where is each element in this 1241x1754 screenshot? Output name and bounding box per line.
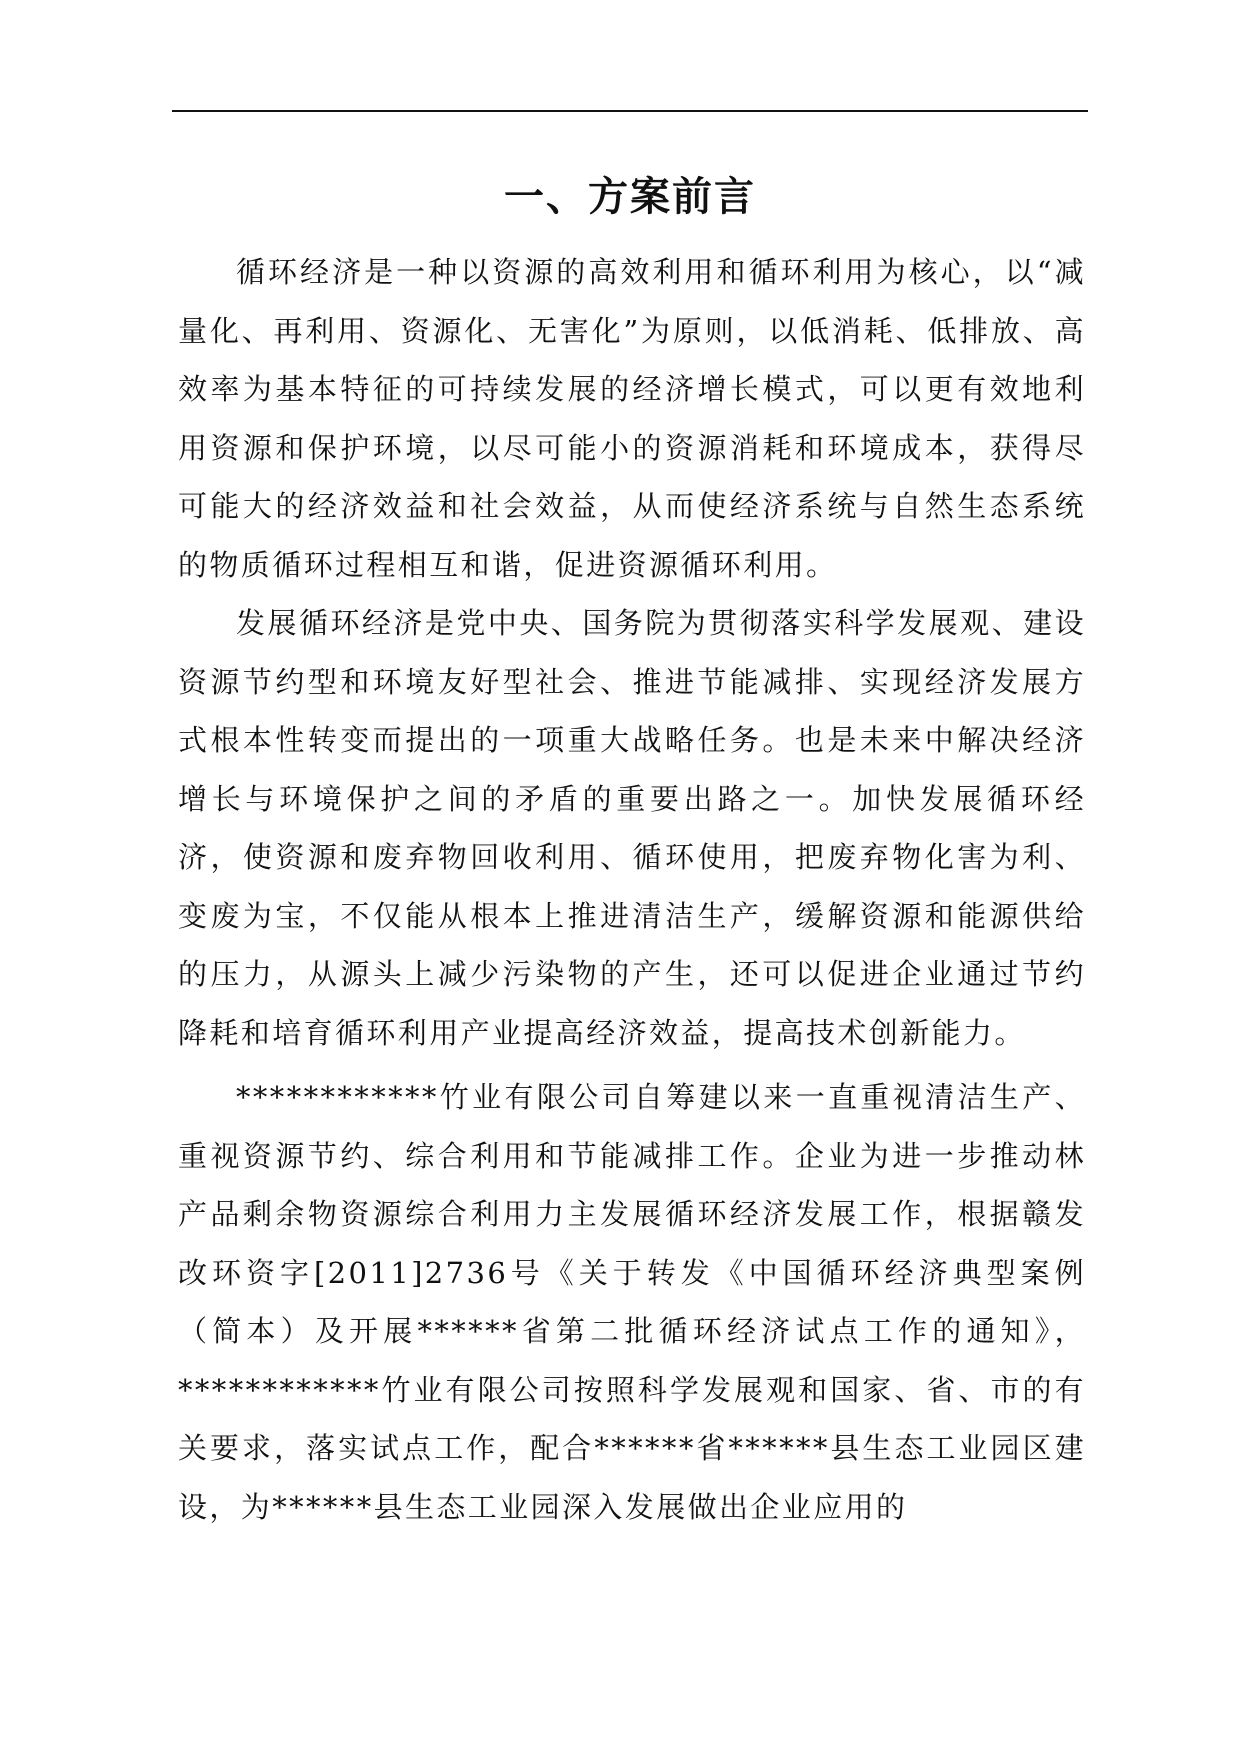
paragraph-2: 发展循环经济是党中央、国务院为贯彻落实科学发展观、建设资源节约型和环境友好型社会、推进节能减排、实现经济发展方式根本性转变而提出的一项重大战略任务。也是未来中解决经济增长与环境保护之间的矛盾的重要出路之一。加快发展循环经济，使资源和废弃物回收利用、循环使用，把废弃物化害为利、变废为宝，不仅能从根本上推进清洁生产，缓解资源和能源供给的压力，从源头上减少污染物的产生，还可以促进企业通过节约降耗和培育循环利用产业提高经济效益，提高技术创新能力。 <box>178 606 1086 1050</box>
paragraph-1: 循环经济是一种以资源的高效利用和循环利用为核心，以“减量化、再利用、资源化、无害化”为原则，以低消耗、低排放、高效率为基本特征的可持续发展的经济增长模式，可以更有效地利用资源和保护环境，以尽可能小的资源消耗和环境成本，获得尽可能大的经济效益和社会效益，从而使经济系统与自然生态系统的物质循环过程相互和谐，促进资源循环利用。 <box>178 255 1086 582</box>
section-title: 一、方案前言 <box>504 173 756 220</box>
document-body <box>178 243 1086 1536</box>
header-rule <box>172 110 1088 112</box>
paragraph-3: ************竹业有限公司自筹建以来一直重视清洁生产、重视资源节约、综合利用和节能减排工作。企业为进一步推动林产品剩余物资源综合利用力主发展循环经济发展工作，根据赣发改环资字[2011]2736号《关于转发《中国循环经济典型案例（简本）及开展******省第二批循环经济试点工作的通知》，************竹业有限公司按照科学发展观和国家、省、市的有关要求，落实试点工作，配合******省******县生态工业园区建设，为******县生态工业园深入发展做出企业应用的 <box>178 1080 1086 1524</box>
